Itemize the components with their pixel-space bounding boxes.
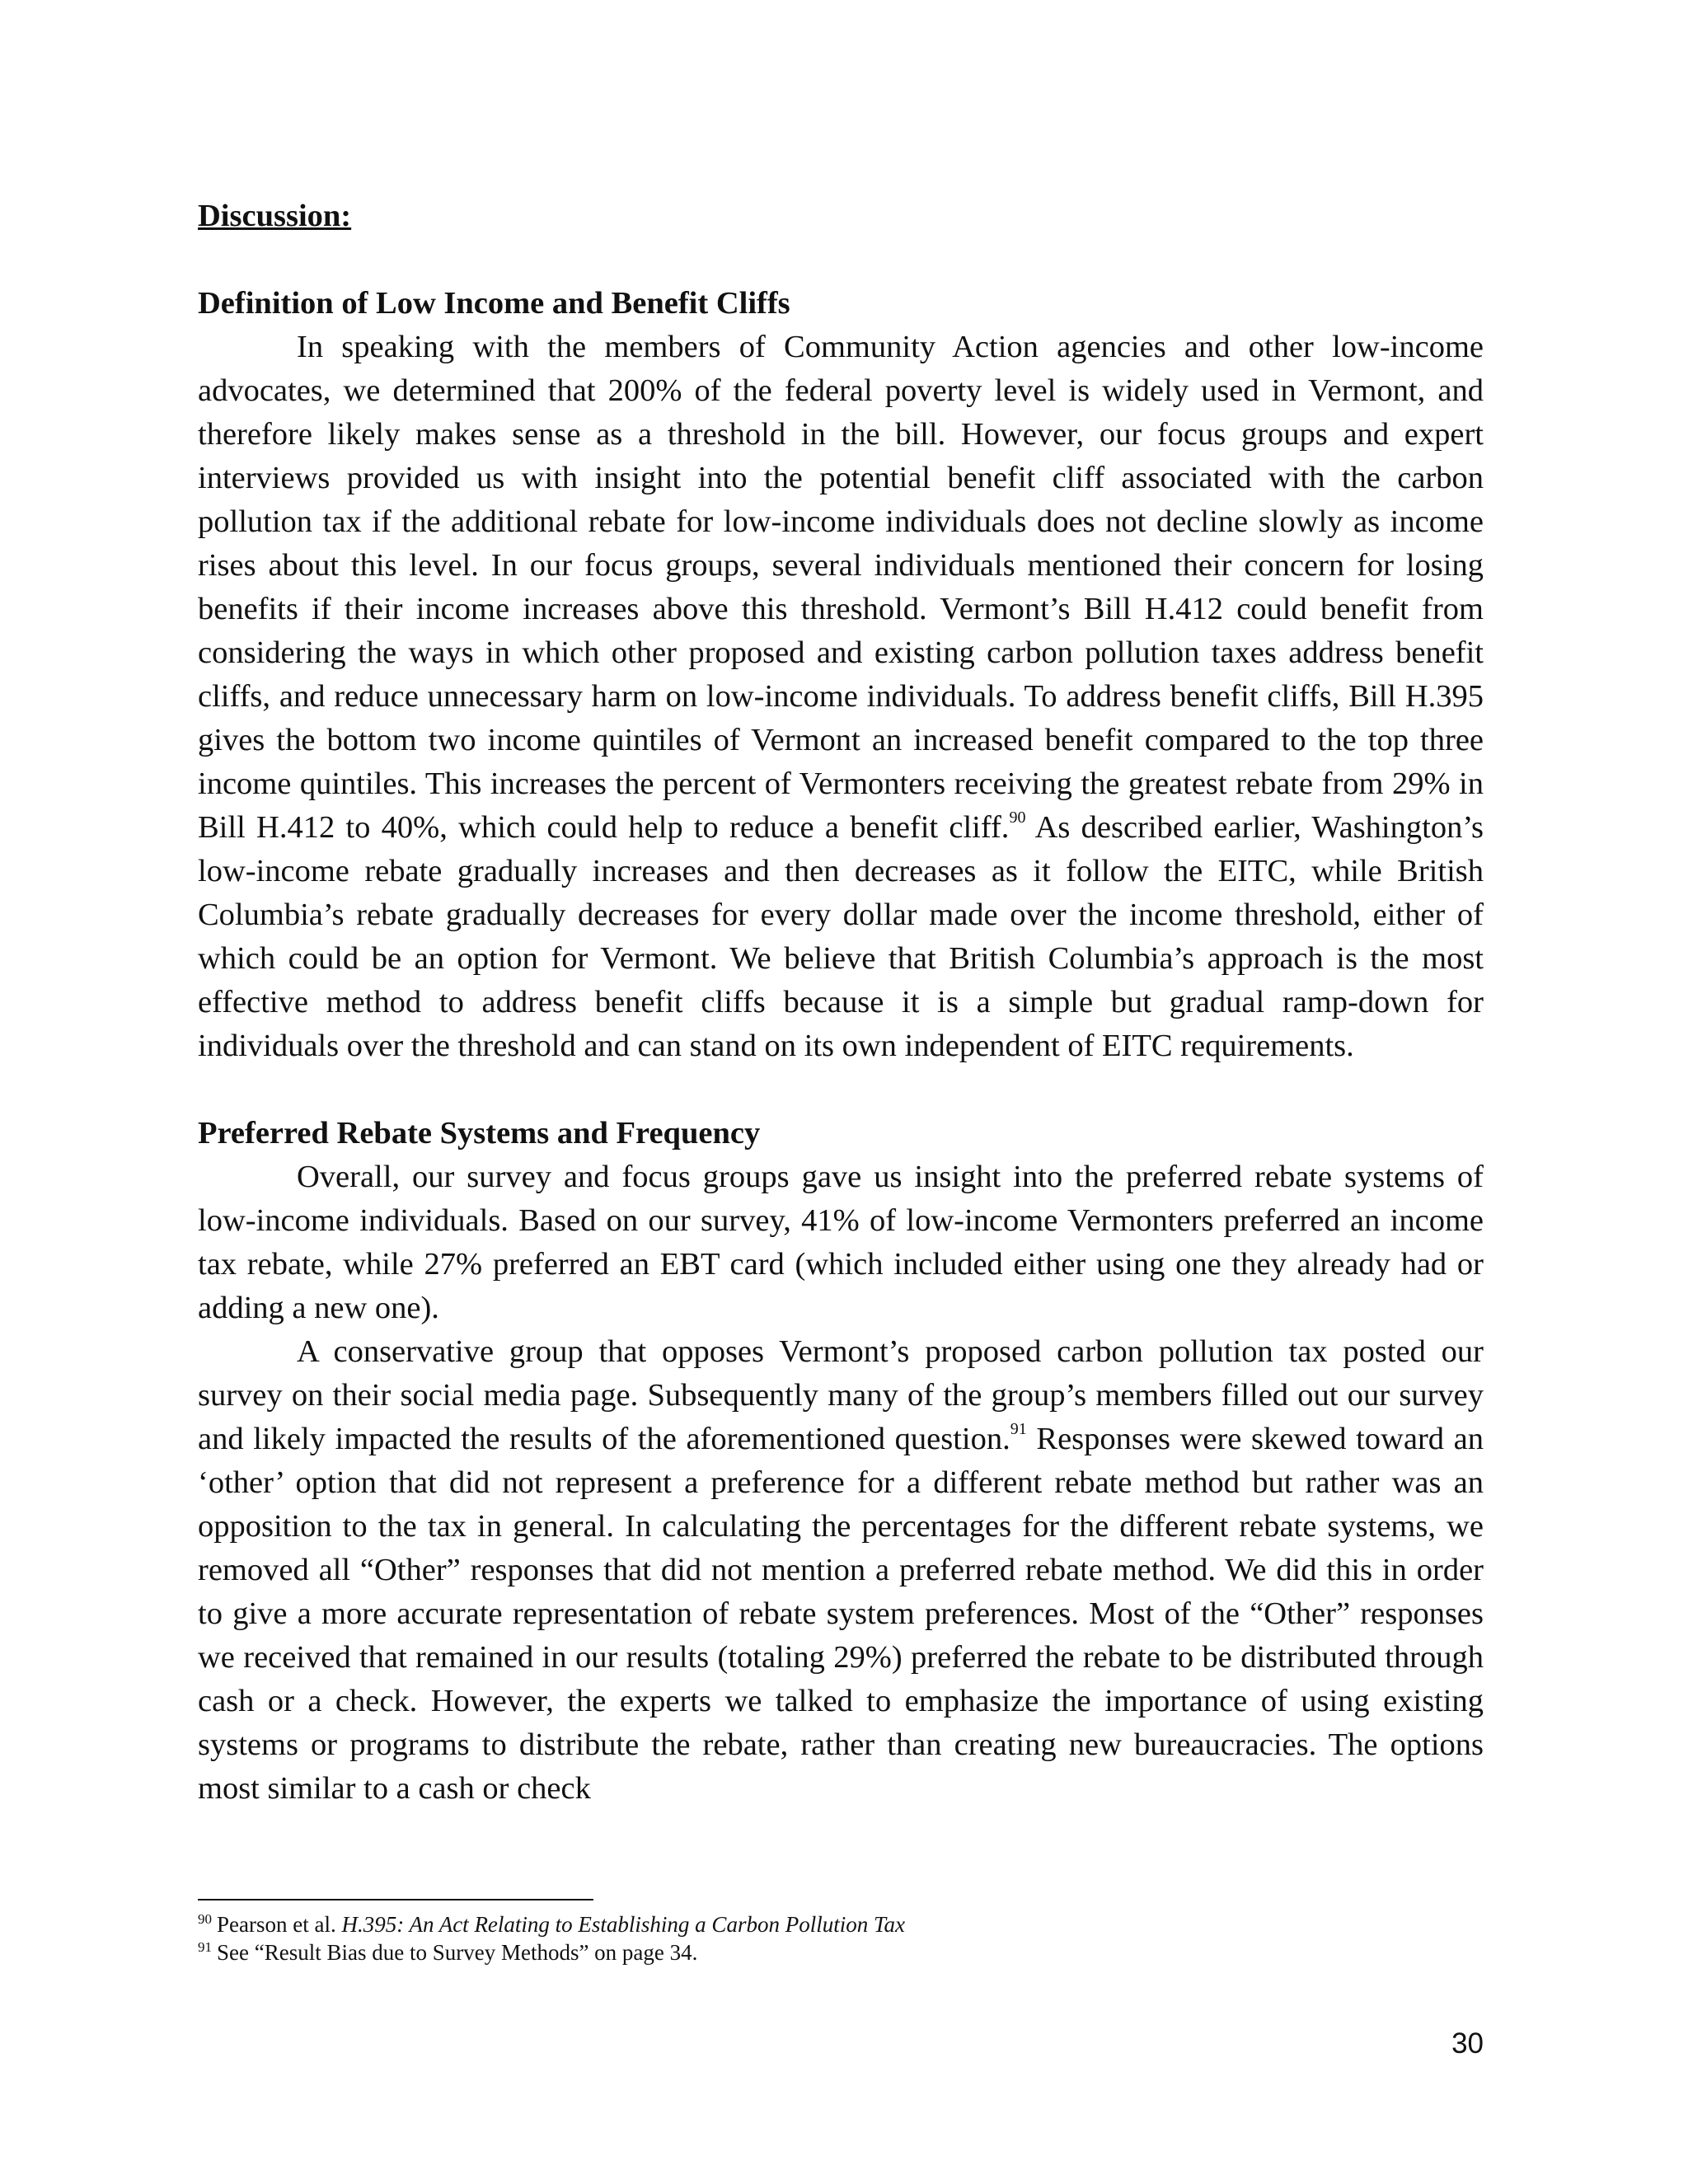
paragraph-text: Responses were skewed toward an ‘other’ option that did not represent a preference for a different rebate method but rather was an opposition to the tax in general. In calculating the percentages for the different rebate systems, we removed all “Other” responses that did not mention a preferred rebate method. We did this in order to give a more accurate representation of rebate system preferences. Most of the “Other” responses we received that remained in our results (totaling 29%) preferred the rebate to be distributed through cash or a check. However, the experts we talked to emphasize the importance of using existing systems or programs to distribute the rebate, rather than creating new bureaucracies. The options most similar to a cash or check [198, 1422, 1484, 1806]
page-number: 30 [1451, 2027, 1484, 2060]
section-title-benefit-cliffs: Definition of Low Income and Benefit Cliffs [198, 286, 790, 321]
discussion-heading: Discussion: [198, 199, 352, 233]
footnote-reference-90: 90 [1009, 808, 1026, 827]
footnote-text: Pearson et al. [217, 1912, 342, 1937]
paragraph-text: A conservative group that opposes Vermont’s proposed carbon pollution tax posted our survey on their social media page. Subsequently many of the group’s members filled out our survey and likely impacted the results of the aforementioned question. [198, 1334, 1484, 1456]
footnotes [198, 1910, 1484, 1966]
paragraph-text: In speaking with the members of Community Action agencies and other low-income advocates, we determined that 200% of the federal poverty level is widely used in Vermont, and therefore likely makes sense as a threshold in the bill. However, our focus groups and expert interviews provided us with insight into the potential benefit cliff associated with the carbon pollution tax if the additional rebate for low-income individuals does not decline slowly as income rises about this level. In our focus groups, several individuals mentioned their concern for losing benefits if their income increases above this threshold. Vermont’s Bill H.412 could benefit from considering the ways in which other proposed and existing carbon pollution taxes address benefit cliffs, and reduce unnecessary harm on low-income individuals. To address benefit cliffs, Bill H.395 gives the bottom two income quintiles of Vermont an increased benefit compared to the top three income quintiles. This increases the percent of Vermonters receiving the greatest rebate from 29% in Bill H.412 to 40%, which could help to reduce a benefit cliff. [198, 330, 1484, 845]
paragraph-benefit-cliffs [198, 326, 1484, 1068]
section-title-rebate-systems: Preferred Rebate Systems and Frequency [198, 1116, 761, 1151]
main-content [198, 194, 1484, 1811]
footnote-number: 91 [198, 1939, 212, 1955]
section-spacer [198, 1068, 1484, 1112]
paragraph-rebate-overall: Overall, our survey and focus groups gave us insight into the preferred rebate systems of low-income individuals. Based on our survey, 41% of low-income Vermonters preferred an income tax rebate, while 27% preferred an EBT card (which included either using one they already had or adding a new one). [198, 1160, 1484, 1325]
footnote-90 [198, 1910, 1484, 1938]
footnote-reference-91: 91 [1010, 1420, 1027, 1439]
footnote-number: 90 [198, 1911, 212, 1927]
footnote-text: See “Result Bias due to Survey Methods” on page 34. [217, 1940, 698, 1965]
footnote-citation-title: H.395: An Act Relating to Establishing a Carbon Pollution Tax [341, 1912, 905, 1937]
paragraph-conservative-group [198, 1330, 1484, 1811]
footnote-91 [198, 1938, 1484, 1966]
paragraph-text: As described earlier, Washington’s low-income rebate gradually increases and then decreases as it follow the EITC, while British Columbia’s rebate gradually decreases for every dollar made over the income threshold, either of which could be an option for Vermont. We believe that British Columbia’s approach is the most effective method to address benefit cliffs because it is a simple but gradual ramp-down for individuals over the threshold and can stand on its own independent of EITC requirements. [198, 810, 1484, 1063]
footnote-divider [198, 1899, 593, 1900]
